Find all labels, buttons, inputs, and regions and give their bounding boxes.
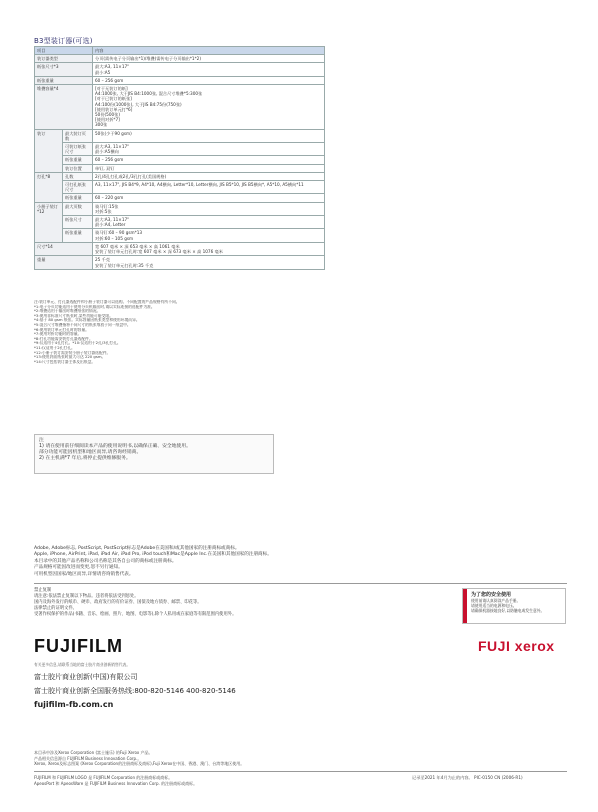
table-row xyxy=(35,242,325,255)
table-row xyxy=(35,202,325,215)
notice-line: 2) 在主机满*7 年后,将停止提供维修服务。 xyxy=(39,456,131,461)
fuji-xerox-logo: FUJI xerox xyxy=(478,638,555,654)
table-row xyxy=(35,156,325,164)
footnote-line: *3:使用非标准尺寸纸张时,某些功能可能受限。 xyxy=(34,313,113,318)
table-row xyxy=(35,256,325,269)
safety-title: 为了您的安全使用 xyxy=(471,592,512,598)
document-code: 记录至2021 年4月为止的内容。 PIC-0150 CN (2006-R1) xyxy=(412,775,523,780)
footnotes xyxy=(34,300,330,364)
table-row xyxy=(35,229,325,242)
contact-note: 有关更多信息,请联系当地的富士胶片商业创新销售代表。 xyxy=(34,662,131,667)
notice-box xyxy=(34,434,274,474)
row-value: 60 – 256 gsm xyxy=(93,156,325,164)
row-value: 分页(需传电子分页输出*1)/堆叠(需传电子分页输出*1*2) xyxy=(93,55,325,63)
footer-line: ApeosPort 和 ApeosWare 是 FUJIFILM Business Innovation Corp. 的注册商标或商标。 xyxy=(34,780,198,786)
row-sublabel: 可装订纸张尺寸 xyxy=(63,143,93,156)
table-header-cell: 项目 xyxy=(35,47,93,55)
notice-line: 1) 请在使用前仔细阅读本产品的使用说明书,以确保正确、安全地使用。 xyxy=(39,444,191,449)
row-sublabel: 纸张重量 xyxy=(63,194,93,202)
footnote-line: *2:堆叠适用于输出时堆叠纸张的情况。 xyxy=(34,309,101,314)
row-label: 尺寸*14 xyxy=(35,242,93,255)
row-value: 60 – 220 gsm xyxy=(93,194,325,202)
row-sublabel: 最大页数 xyxy=(63,202,93,215)
row-value: [对于无装订的纸] A4:1000张, 大于JIS B4:1000张, 混合尺寸堆叠*5:300张 [对于已装订的纸张] A4:100份(1000张), 大于JIS B4:75份(750张) [使用装订单元打*6] 50份(500张) [使用对折*7] 300张 xyxy=(93,85,325,130)
row-value: 宽 607 毫米 × 深 653 毫米 × 高 1061 毫米 安装了装订单元打孔时:宽 607 毫米 × 深 673 毫米 × 高 1076 毫米 xyxy=(93,242,325,255)
footnote-line: *8:打孔功能需安装打孔器选配件。 xyxy=(34,336,93,341)
group-label: 小册子装订*12 xyxy=(35,202,63,242)
table-header-cell: 内容 xyxy=(93,47,325,55)
row-value: 2孔/4孔打孔或2孔/3孔打孔(美国规格) xyxy=(93,172,325,180)
law-line: 国内及海外发行的纸币、硬币、政府发行的有价证券、国债及地方债券、邮票、印花等。 xyxy=(34,600,202,605)
footnote-line: *12:小册子装订需安装小册子装订器选配件。 xyxy=(34,350,111,355)
table-row xyxy=(35,181,325,194)
footnote-line: *6:使用装订单元打孔时的容量。 xyxy=(34,327,89,332)
trademark-notes xyxy=(34,546,354,578)
footnote-line: *11:仅适用于2孔打孔。 xyxy=(34,345,75,350)
row-sublabel: 纸张重量 xyxy=(63,229,93,242)
table-row xyxy=(35,76,325,84)
table-row xyxy=(35,63,325,76)
row-label: 堆叠容量*4 xyxy=(35,85,93,130)
notice-title: 注 xyxy=(39,438,44,443)
group-label: 装订 xyxy=(35,129,63,172)
trademark-line: 产品规格可能因改进而变更,恕不另行通知。 xyxy=(34,565,123,571)
footnote-line: 注:装订单元、打孔器选配件和小册子装订器可以选购。不同配置的产品规格有所不同。 xyxy=(34,300,180,304)
law-line: 请注意:依法禁止复制以下物品。违者将依法受到惩处。 xyxy=(34,594,139,599)
row-label: 纸张重量 xyxy=(35,76,93,84)
row-sublabel: 孔数 xyxy=(63,172,93,180)
footnote-line: *9:仅适用于4孔打孔。*10:仅适用于2孔/3孔打孔。 xyxy=(34,341,121,346)
safety-line: 使用前请认真阅读产品手册。 xyxy=(471,598,521,603)
row-label: 重量 xyxy=(35,256,93,269)
footnote-line: *7:使用对折功能时的容量。 xyxy=(34,332,82,337)
trademark-line: 本目录中的其他产品名称和公司名称是其各自公司的商标或注册商标。 xyxy=(34,558,177,564)
table-row xyxy=(35,216,325,229)
table-row xyxy=(35,194,325,202)
footer-line: 本目录中涉及Xerox Corporation (富士施乐) 的Fuji Xerox 产品。 xyxy=(34,750,153,755)
footnote-line: *4:基于 80 gsm 纸张。实际容量因纸张类型和使用环境而异。 xyxy=(34,318,140,323)
law-title: 禁止复制 xyxy=(34,588,52,593)
row-value: A3, 11×17", JIS B4*9, A4*10, A4横向, Letter*10, Letter横向, JIS B5*10, JIS B5横向*, A5*10, A5横向*11 xyxy=(93,181,325,194)
table-row xyxy=(35,172,325,180)
safety-accent-bar xyxy=(463,589,467,623)
trademark-line: Apple, iPhone, AirPrint, iPad, iPad Air, iPad Pro, iPod touch和Mac是Apple Inc.在美国和其他国家的注册商标。 xyxy=(34,552,272,558)
company-name: 富士胶片商业创新(中国)有限公司 xyxy=(34,673,138,681)
row-value: 最大:A3, 11×17" 最小:A5 xyxy=(93,63,325,76)
law-line: 法律禁止的证明文件。 xyxy=(34,606,77,611)
table-row xyxy=(35,164,325,172)
footer-line: 产品相关信息源自 FUJIFILM Business Innovation Corp.。 xyxy=(34,755,142,761)
footnote-line: *1:电子分页功能适用于使用分页机输出时,请以实际连接的选配件为准。 xyxy=(34,304,155,309)
divider xyxy=(34,771,567,772)
row-value: 60 – 256 gsm xyxy=(93,76,325,84)
row-sublabel: 纸张尺寸 xyxy=(63,216,93,229)
row-label: 纸张尺寸*3 xyxy=(35,63,93,76)
copy-prohibition-notice xyxy=(34,588,454,618)
table-row xyxy=(35,85,325,130)
row-value: 最大:A3, 11×17" 最小:A4, Letter xyxy=(93,216,325,229)
safety-line: 请确保机器接地良好,以防触电或发生意外。 xyxy=(471,608,545,613)
row-value: 骑马钉:15张 对折:5张 xyxy=(93,202,325,215)
trademark-line: 可用机型因国家/地区而异,详情请咨询销售代表。 xyxy=(34,571,134,577)
footer-notes xyxy=(34,750,394,767)
hotline: 富士胶片商业创新全国服务热线:800-820-5146 400-820-5146 xyxy=(34,687,236,695)
table-row xyxy=(35,143,325,156)
trademark-line: Adobe, Adobe标志, PostScript, PostScript标志是Adobe在美国和/或其他国家的注册商标或商标。 xyxy=(34,546,240,551)
safety-body xyxy=(471,598,565,613)
table-row xyxy=(35,129,325,142)
website-link[interactable]: fujifilm-fb.com.cn xyxy=(34,700,114,709)
row-sublabel: 纸张重量 xyxy=(63,156,93,164)
row-value: 50张(少于90 gsm) xyxy=(93,129,325,142)
safety-box xyxy=(462,588,566,624)
row-sublabel: 最大装订页数 xyxy=(63,129,93,142)
row-sublabel: 装订位置 xyxy=(63,164,93,172)
footnote-line: *5:混合尺寸堆叠指将不同尺寸的纸张堆放于同一纸盘中。 xyxy=(34,322,131,327)
spec-table xyxy=(34,46,325,270)
footer-line: FUJIFILM 和 FUJIFILM LOGO 是 FUJIFILM Corporation 的注册商标或商标。 xyxy=(34,775,173,780)
safety-line: 请使用适当的电源和电压。 xyxy=(471,603,517,608)
row-value: 单钉, 双钉 xyxy=(93,164,325,172)
row-sublabel: 可打孔纸张尺寸 xyxy=(63,181,93,194)
law-line: 受著作权保护的作品(书籍、音乐、绘画、照片、地图、电影等),除个人私用或在家庭等有限范围内使用外。 xyxy=(34,612,237,617)
section-title: B3型装订器(可选) xyxy=(34,37,93,45)
notice-line: 部分功能可能因机型和地区而异,请咨询经销商。 xyxy=(39,450,142,455)
group-label: 打孔*8 xyxy=(35,172,63,202)
row-label: 装订器类型 xyxy=(35,55,93,63)
table-header-row xyxy=(35,47,325,55)
row-value: 25 千克 安装了装订单元打孔时:35 千克 xyxy=(93,256,325,269)
fujifilm-logo: FUJIFILM xyxy=(34,636,123,656)
footnote-line: *13:使用封面纸张时最大可达 220 gsm。 xyxy=(34,355,106,360)
row-value: 最大:A3, 11×17" 最小:A5横向 xyxy=(93,143,325,156)
row-value: 骑马钉:60 – 90 gsm*13 对折:60 – 105 gsm xyxy=(93,229,325,242)
footer-trademarks xyxy=(34,775,394,786)
footer-line: Xerox, Xerox及标志图案 (Xerox Corporation的注册商标及商标),Fuji Xerox在中国、香港、澳门、台湾等地区使用。 xyxy=(34,761,245,767)
table-row xyxy=(35,55,325,63)
footnote-line: *14:尺寸包括装订器主体及出纸盘。 xyxy=(34,359,96,364)
divider xyxy=(34,583,567,584)
